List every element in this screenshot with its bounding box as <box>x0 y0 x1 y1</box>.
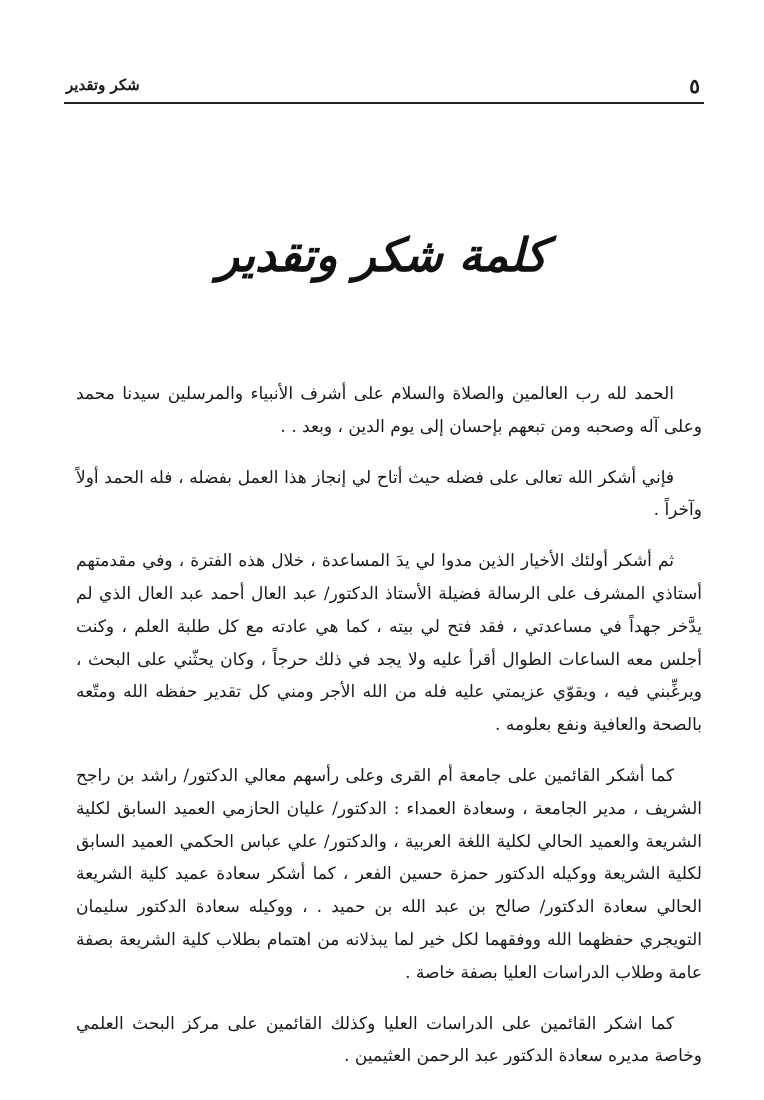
running-title: شكر وتقدير <box>66 76 140 94</box>
paragraph-thanks-god: فإني أشكر الله تعالى على فضله حيث أتاح لي إنجاز هذا العمل بفضله ، فله الحمد أولاً وآخراً . <box>76 467 702 521</box>
paragraph-thanks-supervisor: ثم أشكر أولئك الأخيار الذين مدوا لي يدَ المساعدة ، خلال هذه الفترة ، وفي مقدمتهم أستاذي المشرف على الرسالة فضيلة الأستاذ الدكتور/ عبد العال أحمد عبد العال الذي لم يدَّخر جهداً في مساعدتي ، فقد فتح لي بيته ، كما هي عادته مع كل طلبة العلم ، وكنت أجلس معه الساعات الطوال أقرأ عليه ولا يجد في ذلك حرجاً ، وكان يحثّني على البحث ، ويرغِّبني فيه ، ويقوّي عزيمتي عليه فله من الله الأجر ومني كل تقدير حفظه الله ومتّعه بالصحة والعافية ونفع بعلومه . <box>76 551 702 736</box>
page-header <box>64 76 704 104</box>
paragraph-thanks-university: كما أشكر القائمين على جامعة أم القرى وعلى رأسهم معالي الدكتور/ راشد بن راجح الشريف ، مدير الجامعة ، وسعادة العمداء : الدكتور/ عليان الحازمي العميد السابق لكلية الشريعة والعميد الحالي لكلية اللغة العربية ، والدكتور/ علي عباس الحكمي العميد السابق لكلية الشريعة ووكيله الدكتور حمزة حسين الفعر ، كما أشكر سعادة عميد كلية الشريعة الحالي سعادة الدكتور/ صالح بن عبد الله بن حميد . ، ووكيله سعادة الدكتور سليمان التويجري حفظهما الله ووفقهما لكل خير لما يبذلانه من اهتمام بطلاب كلية الشريعة بصفة عامة وطلاب الدراسات العليا بصفة خاصة . <box>76 765 702 983</box>
paragraph-opening: الحمد لله رب العالمين والصلاة والسلام على أشرف الأنبياء والمرسلين سيدنا محمد وعلى آله وصحبه ومن تبعهم بإحسان إلى يوم الدين ، وبعد . . <box>76 384 702 437</box>
paragraph-thanks-graduate-studies: كما اشكر القائمين على الدراسات العليا وكذلك القائمين على مركز البحث العلمي وخاصة مديره سعادة الدكتور عبد الرحمن العثيمين . <box>76 1013 702 1067</box>
body-text <box>76 378 702 1091</box>
page-number: ٥ <box>689 74 700 98</box>
page-heading: كلمة شكر وتقدير <box>216 228 548 282</box>
